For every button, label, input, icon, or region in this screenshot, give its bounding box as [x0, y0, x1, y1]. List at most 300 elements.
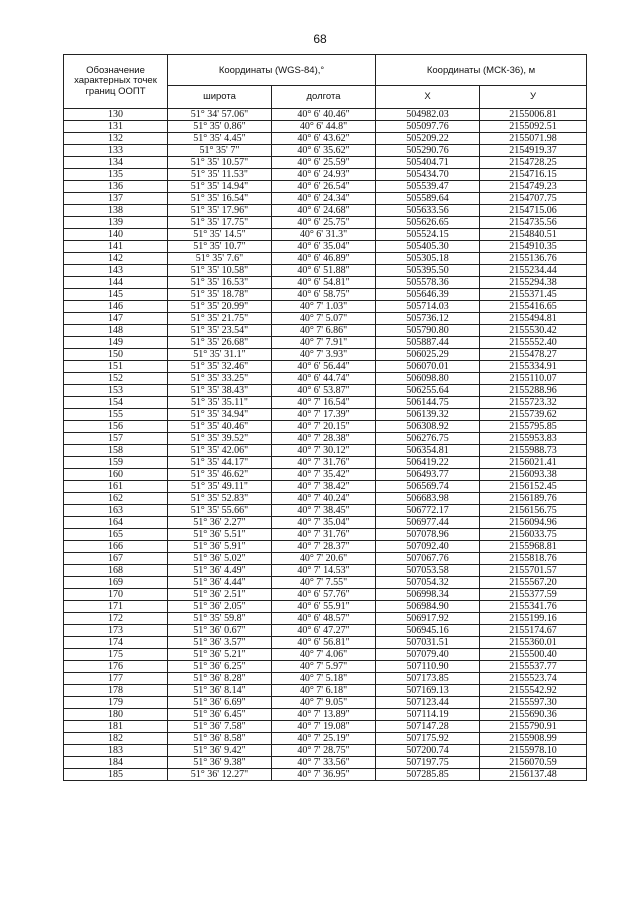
- cell-longitude: 40° 6' 24.93": [272, 169, 376, 181]
- cell-longitude: 40° 7' 6.18": [272, 685, 376, 697]
- cell-y: 2155953.83: [480, 433, 587, 445]
- cell-latitude: 51° 35' 10.7": [168, 241, 272, 253]
- table-row: [64, 469, 587, 481]
- table-row: [64, 313, 587, 325]
- cell-latitude: 51° 36' 0.67": [168, 625, 272, 637]
- cell-point-id: 138: [64, 205, 168, 217]
- table-row: [64, 625, 587, 637]
- cell-latitude: 51° 35' 32.46": [168, 361, 272, 373]
- cell-y: 2155288.96: [480, 385, 587, 397]
- cell-point-id: 176: [64, 661, 168, 673]
- cell-x: 507123.44: [376, 697, 480, 709]
- cell-latitude: 51° 35' 59.8": [168, 613, 272, 625]
- cell-latitude: 51° 35' 34.94": [168, 409, 272, 421]
- header-msk36: Координаты (МСК-36), м: [376, 55, 587, 86]
- cell-point-id: 163: [64, 505, 168, 517]
- table-row: [64, 541, 587, 553]
- cell-x: 506098.80: [376, 373, 480, 385]
- cell-y: 2155908.99: [480, 733, 587, 745]
- cell-point-id: 182: [64, 733, 168, 745]
- table-row: [64, 337, 587, 349]
- cell-x: 505405.30: [376, 241, 480, 253]
- cell-x: 507079.40: [376, 649, 480, 661]
- cell-y: 2154919.37: [480, 145, 587, 157]
- cell-point-id: 160: [64, 469, 168, 481]
- cell-longitude: 40° 7' 35.42": [272, 469, 376, 481]
- cell-point-id: 171: [64, 601, 168, 613]
- cell-x: 505887.44: [376, 337, 480, 349]
- cell-longitude: 40° 7' 38.45": [272, 505, 376, 517]
- table-row: [64, 397, 587, 409]
- cell-y: 2155690.36: [480, 709, 587, 721]
- table-row: [64, 421, 587, 433]
- cell-longitude: 40° 7' 25.19": [272, 733, 376, 745]
- cell-y: 2155723.32: [480, 397, 587, 409]
- cell-x: 506354.81: [376, 445, 480, 457]
- table-row: [64, 253, 587, 265]
- cell-point-id: 136: [64, 181, 168, 193]
- cell-longitude: 40° 7' 16.54": [272, 397, 376, 409]
- cell-x: 506772.17: [376, 505, 480, 517]
- cell-point-id: 130: [64, 109, 168, 121]
- cell-latitude: 51° 35' 0.86": [168, 121, 272, 133]
- cell-y: 2156189.76: [480, 493, 587, 505]
- cell-longitude: 40° 6' 24.68": [272, 205, 376, 217]
- cell-y: 2155739.62: [480, 409, 587, 421]
- cell-x: 506419.22: [376, 457, 480, 469]
- cell-latitude: 51° 35' 49.11": [168, 481, 272, 493]
- cell-x: 505736.12: [376, 313, 480, 325]
- cell-longitude: 40° 7' 4.06": [272, 649, 376, 661]
- table-row: [64, 145, 587, 157]
- table-row: [64, 133, 587, 145]
- cell-x: 505589.64: [376, 193, 480, 205]
- cell-longitude: 40° 6' 26.54": [272, 181, 376, 193]
- table-row: [64, 121, 587, 133]
- cell-longitude: 40° 6' 47.27": [272, 625, 376, 637]
- cell-latitude: 51° 35' 23.54": [168, 325, 272, 337]
- table-row: [64, 721, 587, 733]
- cell-longitude: 40° 6' 46.89": [272, 253, 376, 265]
- cell-point-id: 167: [64, 553, 168, 565]
- cell-point-id: 157: [64, 433, 168, 445]
- table-body: [64, 109, 587, 781]
- cell-x: 505633.56: [376, 205, 480, 217]
- cell-point-id: 179: [64, 697, 168, 709]
- table-row: [64, 553, 587, 565]
- cell-latitude: 51° 36' 9.42": [168, 745, 272, 757]
- cell-latitude: 51° 35' 26.68": [168, 337, 272, 349]
- cell-longitude: 40° 7' 17.39": [272, 409, 376, 421]
- cell-latitude: 51° 35' 42.06": [168, 445, 272, 457]
- cell-longitude: 40° 6' 48.57": [272, 613, 376, 625]
- cell-latitude: 51° 35' 40.46": [168, 421, 272, 433]
- cell-point-id: 175: [64, 649, 168, 661]
- cell-latitude: 51° 36' 6.25": [168, 661, 272, 673]
- table-row: [64, 649, 587, 661]
- cell-longitude: 40° 7' 5.07": [272, 313, 376, 325]
- cell-x: 507200.74: [376, 745, 480, 757]
- cell-y: 2156070.59: [480, 757, 587, 769]
- cell-latitude: 51° 35' 16.54": [168, 193, 272, 205]
- cell-point-id: 164: [64, 517, 168, 529]
- cell-y: 2155567.20: [480, 577, 587, 589]
- table-row: [64, 577, 587, 589]
- cell-y: 2154749.23: [480, 181, 587, 193]
- cell-latitude: 51° 35' 16.53": [168, 277, 272, 289]
- cell-latitude: 51° 36' 4.44": [168, 577, 272, 589]
- cell-x: 504982.03: [376, 109, 480, 121]
- table-row: [64, 277, 587, 289]
- cell-x: 507147.28: [376, 721, 480, 733]
- cell-latitude: 51° 36' 5.02": [168, 553, 272, 565]
- cell-y: 2156093.38: [480, 469, 587, 481]
- cell-longitude: 40° 7' 20.15": [272, 421, 376, 433]
- cell-point-id: 154: [64, 397, 168, 409]
- table-row: [64, 361, 587, 373]
- table-row: [64, 673, 587, 685]
- cell-x: 507053.58: [376, 565, 480, 577]
- table-row: [64, 709, 587, 721]
- cell-latitude: 51° 35' 7.6": [168, 253, 272, 265]
- cell-x: 506569.74: [376, 481, 480, 493]
- cell-latitude: 51° 36' 5.21": [168, 649, 272, 661]
- table-row: [64, 757, 587, 769]
- cell-point-id: 144: [64, 277, 168, 289]
- cell-y: 2154910.35: [480, 241, 587, 253]
- cell-latitude: 51° 36' 12.27": [168, 769, 272, 781]
- cell-y: 2155334.91: [480, 361, 587, 373]
- cell-latitude: 51° 36' 8.28": [168, 673, 272, 685]
- cell-x: 505290.76: [376, 145, 480, 157]
- cell-latitude: 51° 35' 18.78": [168, 289, 272, 301]
- cell-point-id: 148: [64, 325, 168, 337]
- cell-latitude: 51° 36' 7.58": [168, 721, 272, 733]
- cell-longitude: 40° 6' 53.87": [272, 385, 376, 397]
- table-row: [64, 109, 587, 121]
- cell-longitude: 40° 6' 44.8": [272, 121, 376, 133]
- cell-x: 506945.16: [376, 625, 480, 637]
- cell-latitude: 51° 35' 55.66": [168, 505, 272, 517]
- cell-x: 505209.22: [376, 133, 480, 145]
- cell-x: 505097.76: [376, 121, 480, 133]
- cell-y: 2155500.40: [480, 649, 587, 661]
- cell-x: 507110.90: [376, 661, 480, 673]
- cell-y: 2155978.10: [480, 745, 587, 757]
- cell-point-id: 158: [64, 445, 168, 457]
- header-wgs84: Координаты (WGS-84),°: [168, 55, 376, 86]
- cell-x: 505539.47: [376, 181, 480, 193]
- cell-x: 506917.92: [376, 613, 480, 625]
- cell-longitude: 40° 7' 9.05": [272, 697, 376, 709]
- cell-x: 506977.44: [376, 517, 480, 529]
- cell-latitude: 51° 36' 2.51": [168, 589, 272, 601]
- cell-latitude: 51° 35' 7": [168, 145, 272, 157]
- header-row-top: [64, 55, 587, 86]
- cell-x: 505714.03: [376, 301, 480, 313]
- cell-point-id: 147: [64, 313, 168, 325]
- cell-latitude: 51° 36' 9.38": [168, 757, 272, 769]
- cell-y: 2155523.74: [480, 673, 587, 685]
- cell-x: 506276.75: [376, 433, 480, 445]
- cell-point-id: 162: [64, 493, 168, 505]
- cell-point-id: 155: [64, 409, 168, 421]
- table-row: [64, 517, 587, 529]
- page-number: 68: [313, 32, 327, 46]
- cell-y: 2155234.44: [480, 265, 587, 277]
- cell-x: 505434.70: [376, 169, 480, 181]
- cell-latitude: 51° 36' 2.27": [168, 517, 272, 529]
- cell-point-id: 177: [64, 673, 168, 685]
- cell-longitude: 40° 7' 6.86": [272, 325, 376, 337]
- cell-latitude: 51° 35' 20.99": [168, 301, 272, 313]
- cell-x: 505524.15: [376, 229, 480, 241]
- table-row: [64, 601, 587, 613]
- table-row: [64, 637, 587, 649]
- cell-y: 2155377.59: [480, 589, 587, 601]
- table-row: [64, 697, 587, 709]
- cell-latitude: 51° 35' 52.83": [168, 493, 272, 505]
- cell-point-id: 142: [64, 253, 168, 265]
- cell-longitude: 40° 7' 13.89": [272, 709, 376, 721]
- cell-y: 2155136.76: [480, 253, 587, 265]
- cell-x: 506308.92: [376, 421, 480, 433]
- cell-point-id: 152: [64, 373, 168, 385]
- cell-longitude: 40° 6' 56.44": [272, 361, 376, 373]
- cell-y: 2154728.25: [480, 157, 587, 169]
- cell-x: 506025.29: [376, 349, 480, 361]
- cell-latitude: 51° 35' 31.1": [168, 349, 272, 361]
- cell-longitude: 40° 7' 40.24": [272, 493, 376, 505]
- cell-latitude: 51° 35' 38.43": [168, 385, 272, 397]
- cell-latitude: 51° 35' 33.25": [168, 373, 272, 385]
- cell-point-id: 184: [64, 757, 168, 769]
- table-row: [64, 529, 587, 541]
- cell-y: 2155371.45: [480, 289, 587, 301]
- cell-x: 505395.50: [376, 265, 480, 277]
- cell-longitude: 40° 7' 28.38": [272, 433, 376, 445]
- cell-y: 2156137.48: [480, 769, 587, 781]
- cell-y: 2156152.45: [480, 481, 587, 493]
- table-row: [64, 325, 587, 337]
- table-row: [64, 457, 587, 469]
- cell-longitude: 40° 7' 1.03": [272, 301, 376, 313]
- cell-longitude: 40° 6' 57.76": [272, 589, 376, 601]
- header-latitude: широта: [168, 86, 272, 109]
- cell-x: 507285.85: [376, 769, 480, 781]
- cell-point-id: 156: [64, 421, 168, 433]
- table-row: [64, 613, 587, 625]
- cell-x: 507078.96: [376, 529, 480, 541]
- cell-longitude: 40° 7' 31.76": [272, 457, 376, 469]
- cell-latitude: 51° 35' 39.52": [168, 433, 272, 445]
- cell-longitude: 40° 6' 44.74": [272, 373, 376, 385]
- cell-latitude: 51° 36' 3.57": [168, 637, 272, 649]
- table-row: [64, 409, 587, 421]
- cell-point-id: 169: [64, 577, 168, 589]
- cell-point-id: 153: [64, 385, 168, 397]
- cell-point-id: 165: [64, 529, 168, 541]
- table-row: [64, 193, 587, 205]
- cell-x: 507173.85: [376, 673, 480, 685]
- cell-point-id: 146: [64, 301, 168, 313]
- header-point-id: Обозначение характерных точек границ ООПТ: [64, 55, 168, 109]
- cell-latitude: 51° 35' 44.17": [168, 457, 272, 469]
- table-row: [64, 289, 587, 301]
- cell-x: 507031.51: [376, 637, 480, 649]
- cell-longitude: 40° 7' 33.56": [272, 757, 376, 769]
- table-row: [64, 157, 587, 169]
- cell-longitude: 40° 6' 40.46": [272, 109, 376, 121]
- cell-point-id: 168: [64, 565, 168, 577]
- cell-y: 2155701.57: [480, 565, 587, 577]
- cell-y: 2155818.76: [480, 553, 587, 565]
- cell-point-id: 135: [64, 169, 168, 181]
- cell-longitude: 40° 7' 5.97": [272, 661, 376, 673]
- cell-point-id: 180: [64, 709, 168, 721]
- cell-y: 2154735.56: [480, 217, 587, 229]
- cell-x: 506255.64: [376, 385, 480, 397]
- cell-longitude: 40° 7' 14.53": [272, 565, 376, 577]
- cell-y: 2155988.73: [480, 445, 587, 457]
- table-row: [64, 661, 587, 673]
- cell-point-id: 172: [64, 613, 168, 625]
- cell-point-id: 178: [64, 685, 168, 697]
- cell-longitude: 40° 7' 7.55": [272, 577, 376, 589]
- cell-x: 507175.92: [376, 733, 480, 745]
- cell-longitude: 40° 7' 30.12": [272, 445, 376, 457]
- cell-x: 507197.75: [376, 757, 480, 769]
- cell-longitude: 40° 6' 43.62": [272, 133, 376, 145]
- header-x: X: [376, 86, 480, 109]
- cell-y: 2155092.51: [480, 121, 587, 133]
- cell-longitude: 40° 7' 28.75": [272, 745, 376, 757]
- cell-longitude: 40° 7' 3.93": [272, 349, 376, 361]
- cell-latitude: 51° 35' 46.62": [168, 469, 272, 481]
- table-row: [64, 265, 587, 277]
- cell-y: 2154715.06: [480, 205, 587, 217]
- cell-point-id: 143: [64, 265, 168, 277]
- cell-point-id: 174: [64, 637, 168, 649]
- cell-latitude: 51° 35' 35.11": [168, 397, 272, 409]
- cell-longitude: 40° 7' 38.42": [272, 481, 376, 493]
- cell-point-id: 131: [64, 121, 168, 133]
- cell-point-id: 170: [64, 589, 168, 601]
- cell-latitude: 51° 35' 14.94": [168, 181, 272, 193]
- cell-y: 2155174.67: [480, 625, 587, 637]
- cell-y: 2155478.27: [480, 349, 587, 361]
- cell-x: 507169.13: [376, 685, 480, 697]
- cell-y: 2155360.01: [480, 637, 587, 649]
- cell-longitude: 40° 7' 31.76": [272, 529, 376, 541]
- cell-x: 506984.90: [376, 601, 480, 613]
- cell-latitude: 51° 36' 6.45": [168, 709, 272, 721]
- cell-longitude: 40° 6' 25.75": [272, 217, 376, 229]
- cell-latitude: 51° 34' 57.06": [168, 109, 272, 121]
- cell-point-id: 183: [64, 745, 168, 757]
- cell-y: 2154840.51: [480, 229, 587, 241]
- cell-point-id: 139: [64, 217, 168, 229]
- cell-point-id: 185: [64, 769, 168, 781]
- cell-y: 2155494.81: [480, 313, 587, 325]
- cell-point-id: 137: [64, 193, 168, 205]
- table-row: [64, 733, 587, 745]
- cell-point-id: 181: [64, 721, 168, 733]
- cell-point-id: 133: [64, 145, 168, 157]
- table-row: [64, 205, 587, 217]
- cell-longitude: 40° 7' 28.37": [272, 541, 376, 553]
- coordinates-table: [63, 54, 587, 781]
- cell-latitude: 51° 36' 2.05": [168, 601, 272, 613]
- cell-longitude: 40° 7' 5.18": [272, 673, 376, 685]
- cell-x: 505305.18: [376, 253, 480, 265]
- cell-latitude: 51° 36' 8.14": [168, 685, 272, 697]
- cell-latitude: 51° 35' 17.96": [168, 205, 272, 217]
- cell-x: 506144.75: [376, 397, 480, 409]
- table-row: [64, 493, 587, 505]
- table-row: [64, 301, 587, 313]
- cell-longitude: 40° 7' 20.6": [272, 553, 376, 565]
- cell-latitude: 51° 35' 21.75": [168, 313, 272, 325]
- cell-point-id: 159: [64, 457, 168, 469]
- cell-point-id: 134: [64, 157, 168, 169]
- cell-y: 2155530.42: [480, 325, 587, 337]
- table-row: [64, 433, 587, 445]
- cell-x: 506493.77: [376, 469, 480, 481]
- cell-y: 2156156.75: [480, 505, 587, 517]
- cell-longitude: 40° 6' 55.91": [272, 601, 376, 613]
- cell-point-id: 150: [64, 349, 168, 361]
- cell-longitude: 40° 6' 54.81": [272, 277, 376, 289]
- cell-point-id: 145: [64, 289, 168, 301]
- cell-y: 2155416.65: [480, 301, 587, 313]
- cell-x: 507092.40: [376, 541, 480, 553]
- cell-point-id: 132: [64, 133, 168, 145]
- cell-y: 2155199.16: [480, 613, 587, 625]
- cell-x: 507067.76: [376, 553, 480, 565]
- table-row: [64, 769, 587, 781]
- cell-latitude: 51° 35' 4.45": [168, 133, 272, 145]
- cell-x: 505646.39: [376, 289, 480, 301]
- cell-y: 2155071.98: [480, 133, 587, 145]
- cell-y: 2154716.15: [480, 169, 587, 181]
- cell-latitude: 51° 35' 14.5": [168, 229, 272, 241]
- cell-y: 2155006.81: [480, 109, 587, 121]
- table-row: [64, 349, 587, 361]
- cell-point-id: 166: [64, 541, 168, 553]
- cell-point-id: 151: [64, 361, 168, 373]
- cell-y: 2154707.75: [480, 193, 587, 205]
- cell-y: 2155597.30: [480, 697, 587, 709]
- cell-y: 2155341.76: [480, 601, 587, 613]
- table-row: [64, 217, 587, 229]
- table-row: [64, 481, 587, 493]
- table-row: [64, 445, 587, 457]
- table-row: [64, 745, 587, 757]
- cell-latitude: 51° 36' 6.69": [168, 697, 272, 709]
- table-row: [64, 229, 587, 241]
- cell-y: 2155294.38: [480, 277, 587, 289]
- cell-latitude: 51° 36' 5.51": [168, 529, 272, 541]
- cell-latitude: 51° 35' 17.75": [168, 217, 272, 229]
- cell-longitude: 40° 6' 58.75": [272, 289, 376, 301]
- cell-latitude: 51° 35' 11.53": [168, 169, 272, 181]
- cell-longitude: 40° 6' 35.04": [272, 241, 376, 253]
- cell-latitude: 51° 35' 10.57": [168, 157, 272, 169]
- cell-point-id: 141: [64, 241, 168, 253]
- cell-x: 505578.36: [376, 277, 480, 289]
- cell-latitude: 51° 36' 8.58": [168, 733, 272, 745]
